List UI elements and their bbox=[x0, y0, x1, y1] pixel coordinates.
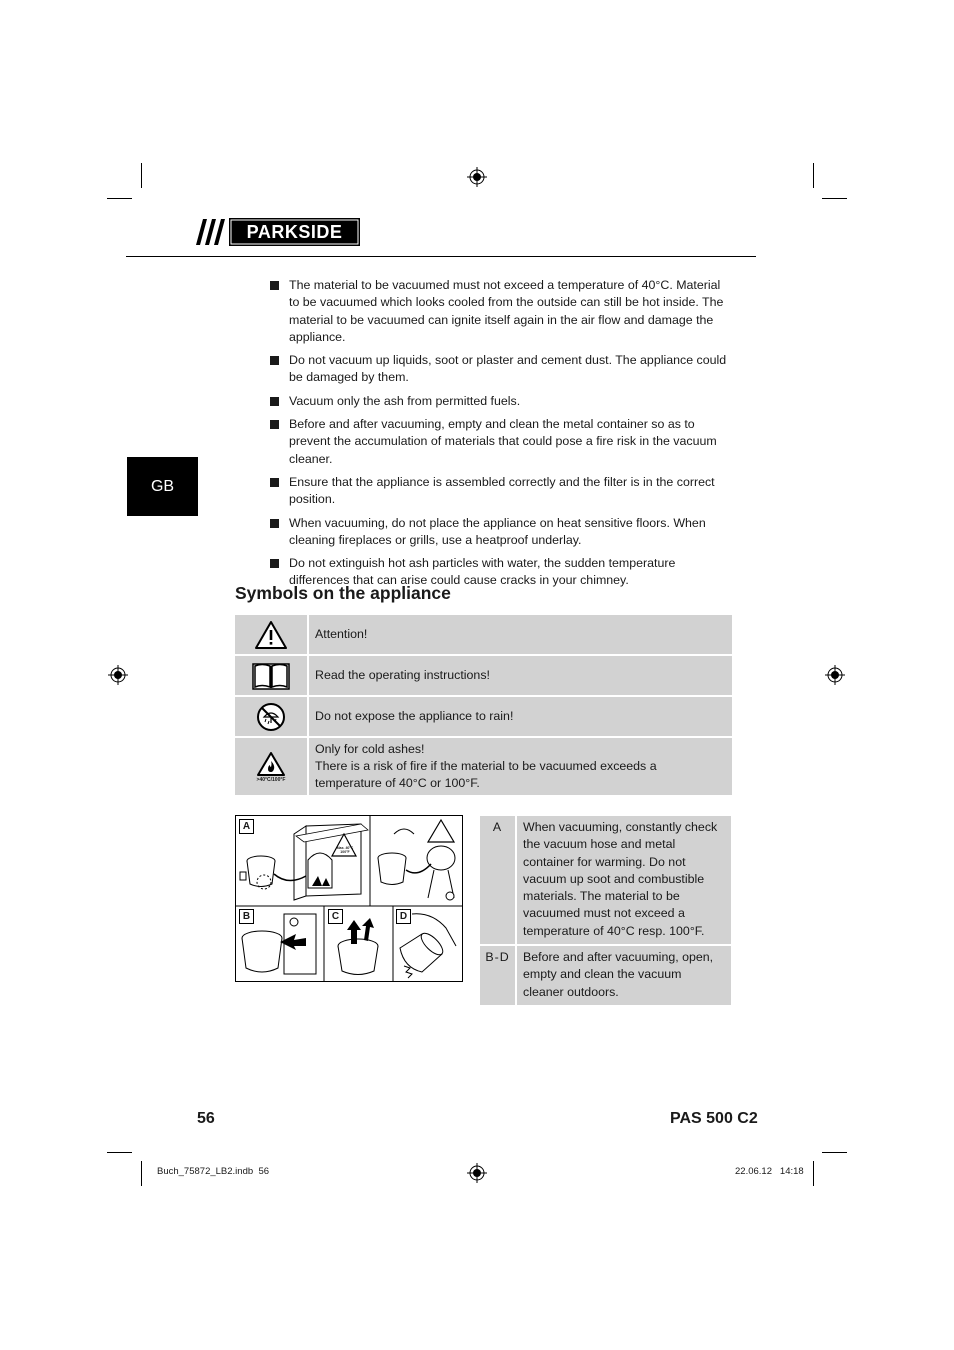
symbol-text: There is a risk of fire if the material to be vacuumed exceeds a temperature of 40°C or 100°F. bbox=[315, 758, 657, 791]
square-bullet-icon bbox=[270, 281, 279, 290]
bullet-text: Do not extinguish hot ash particles with water, the sudden temperature differences that can arise could cause cracks in your chimney. bbox=[289, 556, 676, 588]
table-row bbox=[480, 816, 731, 946]
bullet-text: Ensure that the appliance is assembled correctly and the filter is in the correct position. bbox=[289, 474, 715, 507]
page-number: 56 bbox=[197, 1110, 215, 1127]
bullet-text: Before and after vacuuming, empty and clean the metal container so as to prevent the accumulation of materials that could pose a fire risk in the vacuum cleaner. bbox=[289, 417, 717, 466]
slug-page: 56 bbox=[258, 1166, 270, 1177]
symbol-cell bbox=[235, 738, 309, 795]
crop-mark bbox=[107, 198, 132, 199]
list-item bbox=[270, 277, 732, 346]
crop-mark bbox=[822, 198, 847, 199]
symbol-description bbox=[309, 656, 732, 695]
symbol-text: Only for cold ashes! bbox=[315, 741, 425, 756]
legend-text: Before and after vacuuming, open, empty and clean the vacuum cleaner outdoors. bbox=[523, 950, 714, 999]
registration-mark-icon bbox=[467, 1163, 487, 1183]
square-bullet-icon bbox=[270, 397, 279, 406]
slug-file-name: Buch_75872_LB2.indb bbox=[157, 1166, 254, 1177]
sign-text: Max. 40°C 100°F bbox=[336, 846, 354, 854]
figure-label-d: D bbox=[396, 909, 411, 924]
table-row bbox=[235, 738, 732, 795]
list-item bbox=[270, 352, 732, 387]
fire-warning-icon bbox=[256, 751, 286, 777]
crop-mark bbox=[107, 1152, 132, 1153]
symbols-table bbox=[235, 615, 732, 795]
no-rain-icon bbox=[255, 701, 287, 733]
symbol-description bbox=[309, 697, 732, 736]
crop-mark bbox=[141, 163, 142, 188]
table-row bbox=[235, 697, 732, 738]
crop-mark bbox=[141, 1161, 142, 1186]
list-item bbox=[270, 515, 732, 550]
square-bullet-icon bbox=[270, 519, 279, 528]
symbol-description bbox=[309, 738, 732, 795]
list-item bbox=[270, 393, 732, 410]
table-row bbox=[235, 656, 732, 697]
language-tab bbox=[127, 457, 198, 516]
usage-illustration bbox=[235, 815, 463, 982]
slug-date: 22.06.12 bbox=[735, 1166, 772, 1177]
bullet-text: Vacuum only the ash from permitted fuels. bbox=[289, 393, 521, 408]
crop-mark bbox=[813, 163, 814, 188]
language-tab-label: GB bbox=[150, 477, 175, 495]
logo-wordmark: PARKSIDE bbox=[246, 222, 343, 242]
symbol-text: Do not expose the appliance to rain! bbox=[315, 708, 514, 723]
print-slug-file bbox=[157, 1166, 269, 1177]
legend-key: B-D bbox=[480, 946, 517, 1005]
square-bullet-icon bbox=[270, 478, 279, 487]
bullet-text: Do not vacuum up liquids, soot or plaster and cement dust. The appliance could be damaged by them. bbox=[289, 353, 727, 385]
parkside-logo bbox=[196, 218, 361, 246]
legend-text: When vacuuming, constantly check the vacuum hose and metal container for warming. Do not vacuum up soot and combustible materials. The material to be vacuumed must not exceed a temperature of 40°C resp. 100°F. bbox=[523, 820, 718, 938]
square-bullet-icon bbox=[270, 420, 279, 429]
symbol-cell bbox=[235, 615, 309, 654]
safety-bullet-list bbox=[270, 277, 732, 596]
illustration-legend-table bbox=[480, 816, 731, 1005]
crop-mark bbox=[822, 1152, 847, 1153]
symbol-cell bbox=[235, 656, 309, 695]
list-item bbox=[270, 474, 732, 509]
table-row bbox=[480, 946, 731, 1005]
registration-mark-icon bbox=[467, 167, 487, 187]
figure-label-b: B bbox=[239, 909, 254, 924]
square-bullet-icon bbox=[270, 356, 279, 365]
figure-label-a: A bbox=[239, 819, 254, 834]
model-name: PAS 500 C2 bbox=[670, 1110, 758, 1127]
symbol-text: Read the operating instructions! bbox=[315, 667, 490, 682]
slug-time: 14:18 bbox=[779, 1166, 804, 1177]
square-bullet-icon bbox=[270, 559, 279, 568]
registration-mark-icon bbox=[108, 665, 128, 685]
warning-triangle-icon bbox=[254, 620, 288, 650]
symbol-description bbox=[309, 615, 732, 654]
symbol-text: Attention! bbox=[315, 626, 368, 641]
legend-key: A bbox=[480, 816, 517, 944]
fire-warning-caption: >40°C/100°F bbox=[256, 776, 286, 783]
header-rule bbox=[126, 256, 756, 257]
crop-mark bbox=[813, 1161, 814, 1186]
illustration-drawing bbox=[236, 816, 462, 981]
registration-mark-icon bbox=[825, 665, 845, 685]
book-icon bbox=[252, 661, 290, 691]
figure-label-c: C bbox=[328, 909, 343, 924]
bullet-text: The material to be vacuumed must not exceed a temperature of 40°C. Material to be vacuumed which looks cooled from the outside can still be hot inside. The material to be vacuumed can ignite itself again in the air flow and damage the appliance. bbox=[289, 278, 724, 344]
section-title: Symbols on the appliance bbox=[235, 583, 451, 603]
list-item bbox=[270, 416, 732, 468]
table-row bbox=[235, 615, 732, 656]
symbol-cell bbox=[235, 697, 309, 736]
print-slug-date bbox=[735, 1166, 804, 1177]
bullet-text: When vacuuming, do not place the appliance on heat sensitive floors. When cleaning fireplaces or grills, use a heatproof underlay. bbox=[289, 515, 706, 547]
